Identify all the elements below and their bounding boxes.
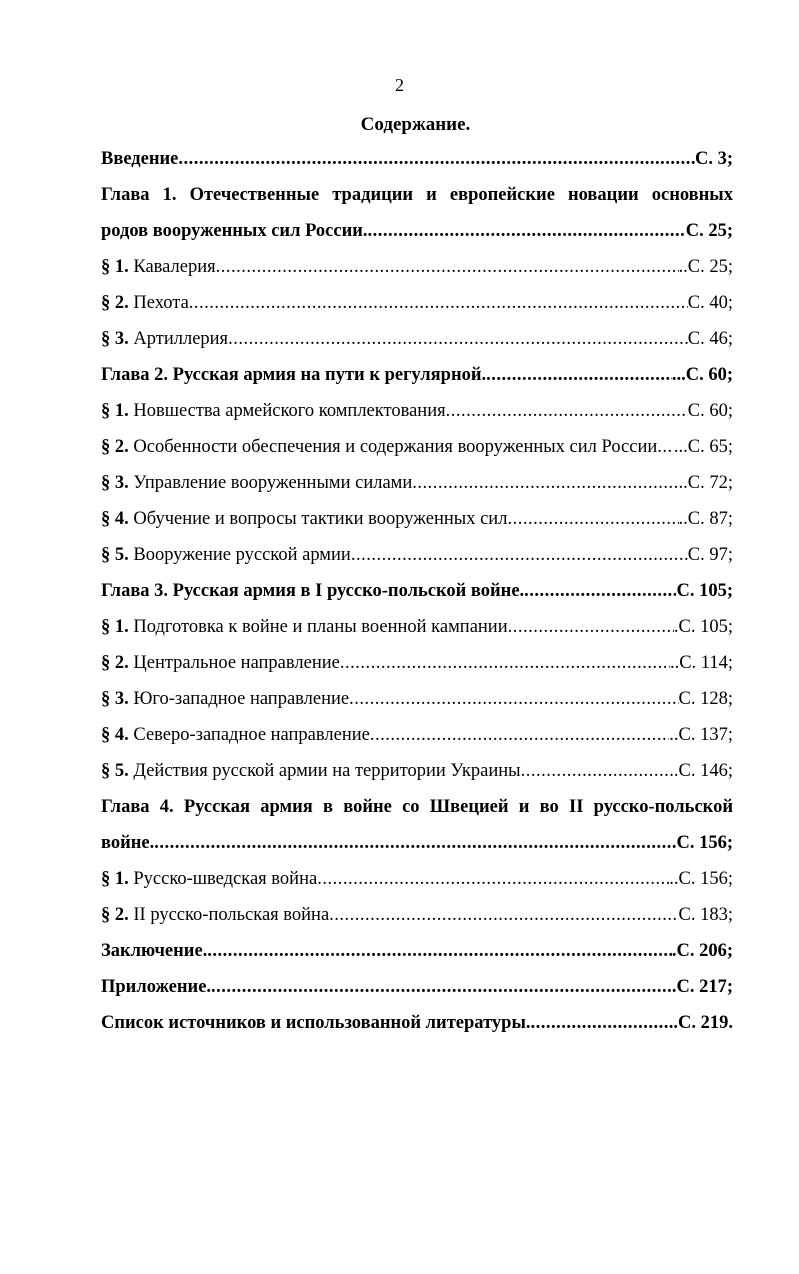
dot-leader: [329, 897, 678, 933]
dot-leader: [412, 465, 678, 501]
section-number: § 2.: [101, 653, 129, 673]
dot-leader: [370, 717, 669, 753]
toc-entry-title: [101, 609, 508, 645]
toc-section-entry: [101, 465, 733, 501]
toc-chapter-heading: Глава 1. Отечественные традиции и европейские новации основных: [101, 185, 733, 205]
section-number: § 2.: [101, 293, 129, 313]
dot-leader: [368, 213, 686, 249]
dot-leader: [508, 609, 674, 645]
section-title: Пехота: [128, 293, 189, 313]
toc-chapter-entry: [101, 141, 733, 177]
toc-entry-title: [101, 861, 317, 897]
section-number: § 3.: [101, 689, 129, 709]
toc-section-entry: [101, 321, 733, 357]
dot-leader: [507, 501, 678, 537]
toc-section-entry: [101, 681, 733, 717]
section-title: Обучение и вопросы тактики вооруженных сил: [128, 509, 508, 529]
section-number: § 3.: [101, 473, 129, 493]
toc-section-entry: [101, 861, 733, 897]
dot-leader: [349, 681, 678, 717]
dot-leader: [178, 141, 695, 177]
toc-entry-title: войне.: [101, 833, 155, 853]
toc-section-entry: [101, 429, 733, 465]
page-reference: ..С. 219.: [668, 1013, 733, 1033]
toc-entry-title: [101, 393, 446, 429]
section-title: Северо-западное направление: [128, 725, 370, 745]
toc-entry-title: [101, 429, 657, 465]
toc-chapter-entry: [101, 933, 733, 969]
page-reference: ..С. 146;: [669, 761, 733, 781]
toc-entry-title: Глава 2. Русская армия на пути к регулярной.: [101, 365, 487, 385]
toc-entry-title: [101, 465, 412, 501]
dot-leader: [216, 249, 679, 285]
page-reference: С. 60;: [687, 401, 733, 421]
toc-entry-title: [101, 717, 370, 753]
page-reference: С. 156;: [676, 833, 733, 853]
section-title: Особенности обеспечения и содержания вооруженных сил России: [128, 437, 658, 457]
toc-entry-title: [101, 321, 228, 357]
section-number: § 4.: [101, 509, 129, 529]
dot-leader: [531, 1005, 669, 1041]
page-reference: С. 40;: [687, 293, 733, 313]
section-number: § 1.: [101, 617, 129, 637]
section-number: § 4.: [101, 725, 129, 745]
toc-entry-title: Приложение.: [101, 977, 212, 997]
dot-leader: [524, 573, 676, 609]
toc-section-entry: [101, 285, 733, 321]
page-reference: ..С. 114;: [669, 653, 733, 673]
section-number: § 1.: [101, 257, 129, 277]
toc-section-entry: [101, 717, 733, 753]
toc-section-entry: [101, 393, 733, 429]
section-number: § 1.: [101, 869, 129, 889]
section-title: Юго-западное направление: [128, 689, 350, 709]
page-reference: .С. 206;: [671, 941, 733, 961]
page-reference: .С. 105;: [673, 617, 733, 637]
section-title: Центральное направление: [128, 653, 340, 673]
toc-chapter-entry: [101, 213, 733, 249]
section-title: Артиллерия: [128, 329, 229, 349]
toc-section-entry: [101, 645, 733, 681]
dot-leader: [351, 537, 688, 573]
toc-entry-title: [101, 897, 329, 933]
toc-chapter-entry: [101, 357, 733, 393]
toc-entry-title: [101, 753, 521, 789]
dot-leader: [446, 393, 688, 429]
section-number: § 2.: [101, 905, 129, 925]
section-title: Вооружение русской армии: [128, 545, 351, 565]
toc-section-entry: [101, 249, 733, 285]
dot-leader: [657, 429, 674, 465]
page-reference: ...С. 65;: [673, 437, 733, 457]
page-reference: С. 3;: [694, 149, 733, 169]
page-reference: С. 183;: [678, 905, 733, 925]
table-of-contents: [101, 141, 733, 1041]
section-title: Подготовка к войне и планы военной кампании: [128, 617, 508, 637]
toc-section-entry: [101, 501, 733, 537]
dot-leader: [486, 357, 672, 393]
toc-entry-title: [101, 501, 507, 537]
dot-leader: [340, 645, 670, 681]
toc-entry-title: родов вооруженных сил России.: [101, 221, 368, 241]
section-number: § 5.: [101, 761, 129, 781]
page-reference: ..С. 137;: [669, 725, 733, 745]
page-reference: С. 128;: [678, 689, 733, 709]
toc-entry-title: Заключение.: [101, 941, 208, 961]
toc-chapter-entry: [101, 969, 733, 1005]
toc-chapter-entry: [101, 1005, 733, 1041]
page-reference: С. 46;: [687, 329, 733, 349]
toc-chapter-entry: [101, 825, 733, 861]
page-title: Содержание.: [360, 114, 471, 135]
page-reference: ..С. 87;: [678, 509, 733, 529]
section-title: Управление вооруженными силами: [128, 473, 413, 493]
toc-entry-title: [101, 249, 216, 285]
dot-leader: [189, 285, 688, 321]
section-number: § 1.: [101, 401, 129, 421]
page-number: 2: [395, 75, 404, 95]
page-reference: ..С. 72;: [678, 473, 733, 493]
toc-section-entry: [101, 897, 733, 933]
toc-entry-title: Глава 3. Русская армия в I русско-польской войне.: [101, 581, 525, 601]
dot-leader: [207, 933, 672, 969]
dot-leader: [211, 969, 672, 1005]
toc-entry-title: [101, 681, 349, 717]
toc-section-entry: [101, 609, 733, 645]
section-number: § 5.: [101, 545, 129, 565]
toc-entry-title: [101, 285, 189, 321]
section-title: Новшества армейского комплектования: [128, 401, 446, 421]
toc-entry-title: [101, 537, 351, 573]
toc-section-entry: [101, 753, 733, 789]
page-reference: С. 105;: [676, 581, 733, 601]
section-title: Русско-шведская война: [128, 869, 318, 889]
page-reference: С. 97;: [687, 545, 733, 565]
toc-chapter-heading: Глава 4. Русская армия в войне со Швецией и во II русско-польской: [101, 797, 733, 817]
toc-section-entry: [101, 537, 733, 573]
page-reference: .С. 217;: [671, 977, 733, 997]
page-reference: ..С. 156;: [669, 869, 733, 889]
page-reference: С. 25;: [685, 221, 733, 241]
dot-leader: [521, 753, 670, 789]
page-reference: ...С. 60;: [671, 365, 733, 385]
section-number: § 2.: [101, 437, 129, 457]
toc-entry-title: Введение: [101, 149, 179, 169]
section-title: II русско-польская война: [128, 905, 330, 925]
dot-leader: [228, 321, 688, 357]
toc-chapter-entry: [101, 573, 733, 609]
section-number: § 3.: [101, 329, 129, 349]
page-reference: ..С. 25;: [678, 257, 733, 277]
dot-leader: [154, 825, 676, 861]
toc-entry-title: [101, 645, 340, 681]
toc-entry-title: Список источников и использованной литературы.: [101, 1013, 531, 1033]
dot-leader: [317, 861, 669, 897]
section-title: Действия русской армии на территории Украины: [128, 761, 521, 781]
section-title: Кавалерия: [128, 257, 216, 277]
